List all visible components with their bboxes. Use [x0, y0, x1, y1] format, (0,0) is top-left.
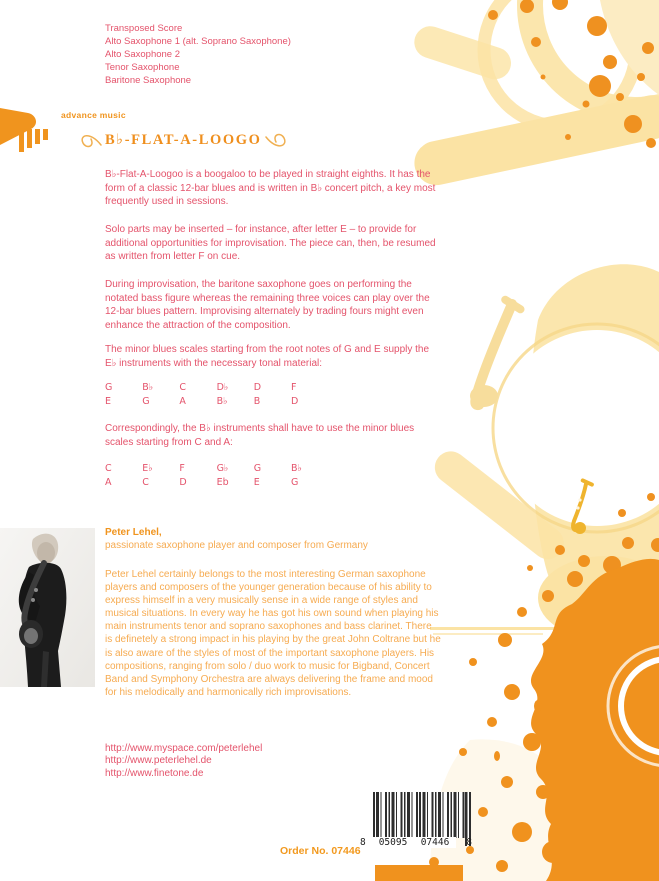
link-peterlehel: http://www.peterlehel.de — [105, 755, 212, 767]
scale-note: D — [253, 382, 262, 393]
scale-note: E — [253, 476, 260, 488]
barcode-digit-group: 8 — [360, 837, 366, 848]
paragraph-solo-parts: Solo parts may be inserted – for instance, after letter E – to provide for additional opportunities for improvisation. The piece can, then, be resumed as written from letter F on cue. — [105, 224, 436, 263]
scale-note: F — [179, 463, 185, 474]
instrumentation-list — [105, 22, 291, 87]
publisher-name: advance music — [61, 110, 126, 120]
page-title: B♭-FLAT-A-LOOGO — [105, 132, 262, 148]
scale-row — [105, 462, 328, 476]
scale-note: B♭ — [290, 463, 302, 474]
scale-row — [105, 395, 328, 409]
scale-note: G — [290, 476, 299, 488]
scale-row — [105, 476, 328, 490]
scale-table-eb — [105, 381, 328, 408]
scale-note: C — [142, 476, 149, 488]
scale-note: C — [179, 382, 187, 393]
scale-note: C — [105, 463, 112, 474]
artist-photo — [0, 528, 95, 687]
scale-note: D♭ — [216, 382, 229, 393]
scale-note: B♭ — [142, 382, 154, 393]
instrumentation-item: Alto Saxophone 2 — [105, 49, 181, 60]
scale-note: Eb — [216, 476, 229, 488]
scale-note: G — [105, 382, 113, 393]
artist-biography: Peter Lehel certainly belongs to the most interesting German saxophone players and composers of the younger generation because of his ability to express himself in a very musically sense in a wide range of styles and musical situations. In every way he has got his own sound when playing his main instruments tenor and soprano saxophones and bass clarinet. There is definetely a strong impact in his playing by the great John Coltrane but he is also aware of the styles of most of the important saxophone players. His compositions, ranging from solo / duo work to music for Bigband, Concert Band and Symphony Orchestra are always delivering the frame and mood for his melodically and harmonically rich improvisations. — [105, 569, 441, 698]
paragraph-bb-scales-intro: Correspondingly, the B♭ instruments shall have to use the minor blues scales starting from C and A: — [105, 423, 415, 448]
instrumentation-item: Transposed Score — [105, 23, 183, 34]
barcode — [360, 792, 474, 858]
scale-note: D — [179, 476, 187, 488]
flourish-right-icon — [265, 129, 289, 151]
artist-tagline: passionate saxophone player and composer from Germany — [105, 540, 368, 551]
barcode-digit-group: 8 — [466, 837, 472, 848]
scale-note: G — [142, 395, 150, 407]
barcode-bars — [373, 792, 469, 838]
flourish-left-icon — [78, 129, 102, 151]
paragraph-improvisation: During improvisation, the baritone saxophone goes on performing the notated bass figure whereas the remaining three voices can play over the 12-bar blues pattern. Improvising alternately by trading fours might even enhance the attraction of the composition. — [105, 279, 430, 331]
scale-table-bb — [105, 462, 328, 489]
scale-note: G♭ — [216, 463, 229, 474]
scale-note: B♭ — [216, 395, 228, 407]
barcode-digit-group: 05095 — [372, 837, 414, 848]
advance-music-logo-icon — [0, 104, 58, 154]
instrumentation-item: Tenor Saxophone — [105, 62, 180, 73]
artist-name: Peter Lehel, — [105, 527, 162, 538]
barcode-digit-group: 07446 — [414, 837, 456, 848]
scale-note: A — [105, 476, 112, 488]
scale-note: A — [179, 395, 186, 407]
link-myspace: http://www.myspace.com/peterlehel — [105, 743, 263, 754]
barcode-digits — [360, 837, 474, 848]
paragraph-piece-description: B♭-Flat-A-Loogoo is a boogaloo to be played in straight eighths. It has the form of a classic 12-bar blues and is written in B♭ concert pitch, a key most frequently used in sessions. — [105, 169, 436, 208]
scale-note: D — [290, 395, 299, 407]
order-number: Order No. 07446 — [280, 845, 361, 857]
scale-note: E — [105, 395, 112, 407]
scale-note: G — [253, 463, 262, 474]
paragraph-eb-scales-intro: The minor blues scales starting from the root notes of G and E supply the E♭ instruments with the necessary tonal material: — [105, 344, 430, 369]
instrumentation-item: Alto Saxophone 1 (alt. Soprano Saxophone) — [105, 36, 291, 47]
instrumentation-item: Baritone Saxophone — [105, 75, 192, 86]
web-links — [105, 743, 262, 780]
scale-note: F — [290, 382, 297, 393]
title-block — [78, 129, 289, 151]
scale-note: B — [253, 395, 261, 407]
scale-note: E♭ — [142, 463, 153, 474]
footer-accent-bar — [375, 865, 463, 881]
link-finetone: http://www.finetone.de — [105, 767, 204, 779]
scale-row — [105, 381, 328, 395]
